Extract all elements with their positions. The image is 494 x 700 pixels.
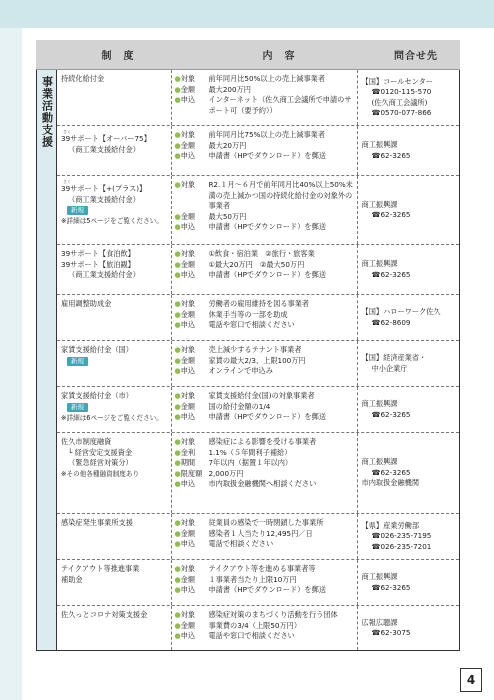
bullet-icon: ●	[174, 539, 181, 548]
contact-name: 商工振興課	[361, 259, 398, 268]
item-value: 国の給付金額の1/4	[208, 401, 271, 411]
item-value: 電話で相談ください	[208, 539, 274, 548]
item-value: １事業者当たり上限10万円	[208, 574, 297, 584]
phone-number: ☎62-3265	[371, 582, 411, 592]
item-label-wrap	[174, 141, 208, 152]
content-item	[174, 320, 356, 331]
item-label: 申込	[180, 585, 196, 594]
content-cell	[172, 245, 357, 294]
phone-number: ☎0570-077-866	[371, 108, 432, 117]
category-label: 事業活動支援	[40, 76, 54, 148]
left-strip	[0, 28, 22, 700]
system-name: （商工業支援給付金）	[68, 270, 140, 279]
contact-name: 【県】産業労働部	[361, 520, 420, 530]
item-label-wrap	[174, 585, 208, 596]
item-label-wrap	[174, 222, 208, 233]
system-name: 佐久市制度融資	[61, 437, 112, 446]
bullet-icon: ●	[174, 211, 181, 221]
phone-number: ☎62-8609	[371, 317, 411, 327]
item-label: 対象	[180, 437, 196, 446]
page-number: 4	[460, 668, 482, 692]
content-item	[174, 437, 356, 448]
top-band	[0, 0, 494, 28]
bullet-icon: ●	[174, 299, 181, 308]
new-badge: 新規	[67, 403, 88, 412]
item-label-wrap	[174, 299, 208, 310]
item-label: 対象	[180, 74, 196, 83]
item-label: 金額	[180, 211, 196, 221]
phone-number: ☎62-3265	[371, 269, 411, 279]
item-value: 感染者１人当たり12,495円／日	[208, 528, 313, 538]
system-cell	[57, 126, 172, 175]
table-row	[57, 245, 459, 295]
contact-name: 中小企業庁	[371, 363, 408, 373]
item-value: 電話や窓口で相談ください	[208, 320, 295, 329]
content-item	[174, 249, 356, 260]
item-label: 申込	[180, 270, 196, 279]
item-label: 期間	[180, 458, 196, 467]
item-label: 申込	[180, 222, 196, 231]
content-item	[174, 585, 356, 596]
system-name: 39サポート【+(プラス)】	[61, 184, 147, 193]
bullet-icon: ●	[174, 631, 181, 640]
content-item	[174, 529, 356, 540]
item-value: 7年以内（据置１年以内）	[208, 458, 293, 467]
item-label: 申込	[180, 539, 196, 548]
bullet-icon: ●	[174, 140, 181, 150]
item-value: 前年同月比50%以上の売上減事業者	[208, 74, 326, 83]
system-name: （緊急経営対策分）	[68, 458, 133, 467]
system-cell	[57, 341, 172, 386]
item-value: テイクアウト等を進める事業者等	[208, 564, 316, 573]
system-cell	[57, 176, 172, 244]
content-item	[174, 575, 356, 586]
bullet-icon: ●	[174, 585, 181, 594]
bullet-icon: ●	[174, 564, 181, 573]
item-value: ①飲食・宿泊業 ②旅行・旅客業	[208, 249, 315, 258]
system-name: （商工業支援給付金）	[68, 144, 140, 154]
phone-number: ☎62-3265	[371, 467, 411, 477]
item-value: 休業手当等の一部を助成	[208, 309, 288, 319]
item-label-wrap	[174, 437, 208, 448]
item-label-wrap	[174, 180, 208, 212]
bullet-icon: ●	[174, 447, 181, 457]
system-cell	[57, 560, 172, 605]
table-row	[57, 387, 459, 433]
item-label: 対象	[180, 391, 196, 400]
item-value: 最大200万円	[208, 84, 251, 94]
item-label-wrap	[174, 320, 208, 331]
item-label: 対象	[180, 564, 196, 573]
bullet-icon: ●	[174, 366, 181, 375]
contact-cell	[358, 341, 460, 386]
item-label-wrap	[174, 391, 208, 402]
bullet-icon: ●	[174, 458, 181, 467]
item-label-wrap	[174, 345, 208, 356]
content-item	[174, 366, 356, 377]
table-body	[36, 70, 460, 651]
item-label-wrap	[174, 529, 208, 540]
system-name: 家賃支援給付金（市）	[61, 391, 133, 400]
item-value: 家賃の最大2/3、上限100万円	[208, 355, 306, 365]
item-label-wrap	[174, 479, 208, 490]
contact-name: 商工振興課	[361, 572, 398, 581]
contact-cell	[358, 433, 460, 513]
contact-name: 【国】経済産業省・	[361, 353, 427, 362]
item-value: 申請書（HPでダウンロード）を郵送	[208, 222, 326, 231]
contact-cell	[358, 387, 460, 432]
content-cell	[172, 126, 357, 175]
item-value: 2,000万円	[208, 468, 244, 478]
contact-cell	[358, 176, 460, 244]
content-item	[174, 95, 356, 116]
content-item	[174, 631, 356, 642]
content-item	[174, 74, 356, 85]
content-cell	[172, 176, 357, 244]
item-label: 対象	[180, 518, 196, 527]
bullet-icon: ●	[174, 610, 181, 619]
content-item	[174, 85, 356, 96]
item-value: 電話や窓口で相談ください	[208, 631, 295, 640]
content-item	[174, 539, 356, 550]
phone-number: ☎0120-115-570	[371, 87, 432, 96]
item-label-wrap	[174, 539, 208, 550]
item-label-wrap	[174, 564, 208, 575]
item-value: 市内取扱金融機関へ相談ください	[208, 479, 317, 488]
contact-cell	[358, 245, 460, 294]
item-value: 感染症対策のまちづくり活動を行う団体	[208, 610, 338, 619]
contact-name: 市内取扱金融機関	[361, 478, 420, 488]
bullet-icon: ●	[174, 259, 181, 269]
content-item	[174, 610, 356, 621]
phone-number: ☎62-3265	[371, 150, 411, 160]
system-name: 補助金	[61, 574, 83, 584]
phone-number: ☎62-3075	[371, 628, 411, 637]
content-item	[174, 270, 356, 281]
content-item	[174, 621, 356, 632]
contact-name: 商工振興課	[361, 199, 398, 209]
bullet-icon: ●	[174, 222, 181, 231]
item-label-wrap	[174, 310, 208, 321]
phone-number: ☎62-3265	[371, 210, 411, 219]
bullet-icon: ●	[174, 620, 181, 630]
content-item	[174, 141, 356, 152]
new-badge: 新規	[67, 206, 88, 215]
table-row	[57, 176, 459, 245]
item-label-wrap	[174, 402, 208, 413]
content-item	[174, 299, 356, 310]
system-name: 39サポート【旅泊観】	[61, 259, 135, 269]
bullet-icon: ●	[174, 309, 181, 319]
item-value: 事業費の3/4（上限50万円）	[208, 620, 302, 630]
bullet-icon: ●	[174, 74, 181, 83]
bullet-icon: ●	[174, 479, 181, 488]
content-item	[174, 212, 356, 223]
contact-cell	[358, 560, 460, 605]
content-item	[174, 564, 356, 575]
content-item	[174, 469, 356, 480]
item-label-wrap	[174, 621, 208, 632]
item-value: 最大20万円	[208, 140, 247, 150]
system-name: 39サポート【食泊飲】	[61, 249, 135, 258]
item-value: 申請書（HPでダウンロード）を郵送	[208, 151, 326, 160]
item-label: 申込	[180, 366, 196, 375]
item-value: 従業員の感染で一時閉鎖した事業所	[208, 518, 324, 527]
item-value: 労働者の雇用維持を図る事業者	[208, 299, 310, 308]
contact-cell	[358, 126, 460, 175]
system-cell	[57, 295, 172, 340]
contact-name: 広報広聴課	[361, 617, 398, 627]
system-cell	[57, 433, 172, 513]
item-label: 対象	[180, 180, 196, 189]
item-label: 金額	[180, 620, 196, 630]
item-label-wrap	[174, 95, 208, 116]
item-label: 金額	[180, 355, 196, 365]
content-item	[174, 180, 356, 212]
content-item	[174, 260, 356, 271]
item-label-wrap	[174, 610, 208, 621]
system-name: └ 経営安定支援資金	[68, 447, 133, 457]
item-label: 申込	[180, 95, 196, 104]
item-label-wrap	[174, 74, 208, 85]
system-name: 持続化給付金	[61, 74, 105, 83]
bullet-icon: ●	[174, 468, 181, 478]
table-row	[57, 295, 459, 341]
item-label: 金額	[180, 140, 196, 150]
item-label: 申込	[180, 631, 196, 640]
item-label: 金額	[180, 574, 196, 584]
content-item	[174, 151, 356, 162]
item-value: オンラインで申込み	[208, 366, 273, 375]
system-name: 39サポート【オーバー75】	[61, 134, 151, 143]
contact-name: 【国】コールセンター	[361, 76, 433, 86]
table-row	[57, 514, 459, 560]
bullet-icon: ●	[174, 270, 181, 279]
content-cell	[172, 514, 357, 559]
item-label-wrap	[174, 448, 208, 459]
contact-cell	[358, 606, 460, 650]
content-cell	[172, 295, 357, 340]
item-label-wrap	[174, 366, 208, 377]
category-sidebar	[37, 70, 57, 650]
item-label-wrap	[174, 212, 208, 223]
item-label-wrap	[174, 249, 208, 260]
content-item	[174, 391, 356, 402]
ruby-text: さく	[63, 179, 71, 184]
content-item	[174, 222, 356, 233]
item-label-wrap	[174, 458, 208, 469]
item-value: 売上減少するテナント事業者	[208, 345, 302, 354]
item-label: 金額	[180, 528, 196, 538]
content-item	[174, 448, 356, 459]
content-item	[174, 412, 356, 423]
content-cell	[172, 341, 357, 386]
item-value: 最大50万円	[208, 211, 247, 221]
system-name: 雇用調整助成金	[61, 299, 112, 308]
phone-number: ☎026-235-7195	[371, 531, 432, 541]
item-label: 対象	[180, 345, 196, 354]
item-label: 金利	[180, 447, 196, 457]
bullet-icon: ●	[174, 320, 181, 329]
contact-name: 商工振興課	[361, 140, 398, 149]
system-note: ※詳細は5ページをご覧ください。	[61, 217, 163, 225]
item-label: 金額	[180, 84, 196, 94]
header-content: 内 容	[262, 51, 296, 62]
system-cell	[57, 387, 172, 432]
item-label-wrap	[174, 85, 208, 96]
bullet-icon: ●	[174, 84, 181, 94]
bullet-icon: ●	[174, 345, 181, 354]
item-value: 家賃支援給付金(国)の対象事業者	[208, 391, 315, 400]
system-cell	[57, 606, 172, 650]
content-cell	[172, 433, 357, 513]
table-row	[57, 433, 459, 514]
system-name: テイクアウト等推進事業	[61, 564, 140, 573]
bullet-icon: ●	[174, 355, 181, 365]
bullet-icon: ●	[174, 518, 181, 527]
bullet-icon: ●	[174, 574, 181, 584]
bullet-icon: ●	[174, 412, 181, 421]
item-label: 申込	[180, 320, 196, 329]
item-label-wrap	[174, 631, 208, 642]
header-contact: 問合せ先	[394, 51, 438, 62]
item-value: ①最大20万円 ②最大50万円	[208, 259, 305, 269]
system-cell	[57, 70, 172, 125]
item-label-wrap	[174, 260, 208, 271]
item-label: 金額	[180, 309, 196, 319]
content-item	[174, 479, 356, 490]
content-item	[174, 310, 356, 321]
bullet-icon: ●	[174, 437, 181, 446]
support-table	[36, 40, 460, 651]
content-item	[174, 130, 356, 141]
item-label: 対象	[180, 299, 196, 308]
bullet-icon: ●	[174, 528, 181, 538]
item-label-wrap	[174, 151, 208, 162]
table-row	[57, 341, 459, 387]
content-cell	[172, 560, 357, 605]
system-name: 家賃支援給付金（国）	[61, 345, 133, 354]
contact-cell	[358, 70, 460, 125]
item-value: 申請書（HPでダウンロード）を郵送	[208, 270, 326, 279]
item-value: 感染症による影響を受ける事業者	[208, 437, 317, 446]
item-label-wrap	[174, 356, 208, 367]
content-item	[174, 345, 356, 356]
system-note: ※詳細は6ページをご覧ください。	[61, 413, 163, 422]
system-name: （商工業支援給付金）	[68, 194, 140, 204]
phone-number: ☎62-3265	[371, 409, 411, 419]
item-value: 1.1%（５年間利子補給）	[208, 447, 292, 457]
content-item	[174, 458, 356, 469]
table-row	[57, 560, 459, 606]
contact-name: (佐久商工会議所)	[371, 97, 428, 107]
item-label: 対象	[180, 249, 196, 258]
item-label: 金額	[180, 259, 196, 269]
bullet-icon: ●	[174, 180, 181, 189]
bullet-icon: ●	[174, 130, 181, 139]
item-value: 申請書（HPでダウンロード）を郵送	[208, 585, 326, 594]
content-cell	[172, 387, 357, 432]
item-label-wrap	[174, 469, 208, 480]
item-label-wrap	[174, 518, 208, 529]
contact-name: 商工振興課	[361, 457, 398, 467]
system-name: 佐久っとコロナ対策支援金	[61, 610, 148, 619]
contact-name: 【国】ハローワーク佐久	[361, 307, 441, 316]
item-value: インターネット（佐久商工会議所で申請のサポート可（要予約））	[208, 95, 352, 115]
item-label: 金額	[180, 401, 196, 411]
bullet-icon: ●	[174, 95, 181, 104]
item-label: 対象	[180, 610, 196, 619]
bullet-icon: ●	[174, 391, 181, 400]
content-item	[174, 402, 356, 413]
bullet-icon: ●	[174, 401, 181, 411]
item-label: 対象	[180, 130, 196, 139]
bullet-icon: ●	[174, 249, 181, 258]
contact-cell	[358, 514, 460, 559]
item-value: 申請書（HPでダウンロード）を郵送	[208, 412, 326, 421]
content-item	[174, 518, 356, 529]
table-row	[57, 70, 459, 126]
system-note: ※その他各種融資制度あり	[61, 469, 140, 478]
item-label-wrap	[174, 270, 208, 281]
ruby-text: さく	[63, 129, 71, 134]
table-row	[57, 606, 459, 650]
system-cell	[57, 245, 172, 294]
content-item	[174, 356, 356, 367]
item-label-wrap	[174, 575, 208, 586]
content-cell	[172, 606, 357, 650]
new-badge: 新規	[67, 357, 88, 366]
item-label-wrap	[174, 130, 208, 141]
item-label: 限度額	[180, 468, 203, 478]
item-label: 申込	[180, 151, 196, 160]
header-system: 制 度	[101, 51, 135, 62]
table-row	[57, 126, 459, 176]
system-name: 感染症発生事業所支援	[61, 518, 133, 527]
contact-cell	[358, 295, 460, 340]
item-value: R2.１月～６月で前年同月比40%以上50%未満の売上減かつ国の持続化給付金の対象外の事業者	[208, 180, 353, 210]
contact-name: 商工振興課	[361, 399, 398, 408]
item-label-wrap	[174, 412, 208, 423]
content-cell	[172, 70, 357, 125]
item-label: 申込	[180, 412, 196, 421]
system-cell	[57, 514, 172, 559]
item-label: 申込	[180, 479, 196, 488]
phone-number: ☎026-235-7201	[371, 541, 432, 551]
table-header	[36, 40, 460, 70]
item-value: 前年同月比75%以上の売上減事業者	[208, 130, 326, 139]
bullet-icon: ●	[174, 151, 181, 160]
